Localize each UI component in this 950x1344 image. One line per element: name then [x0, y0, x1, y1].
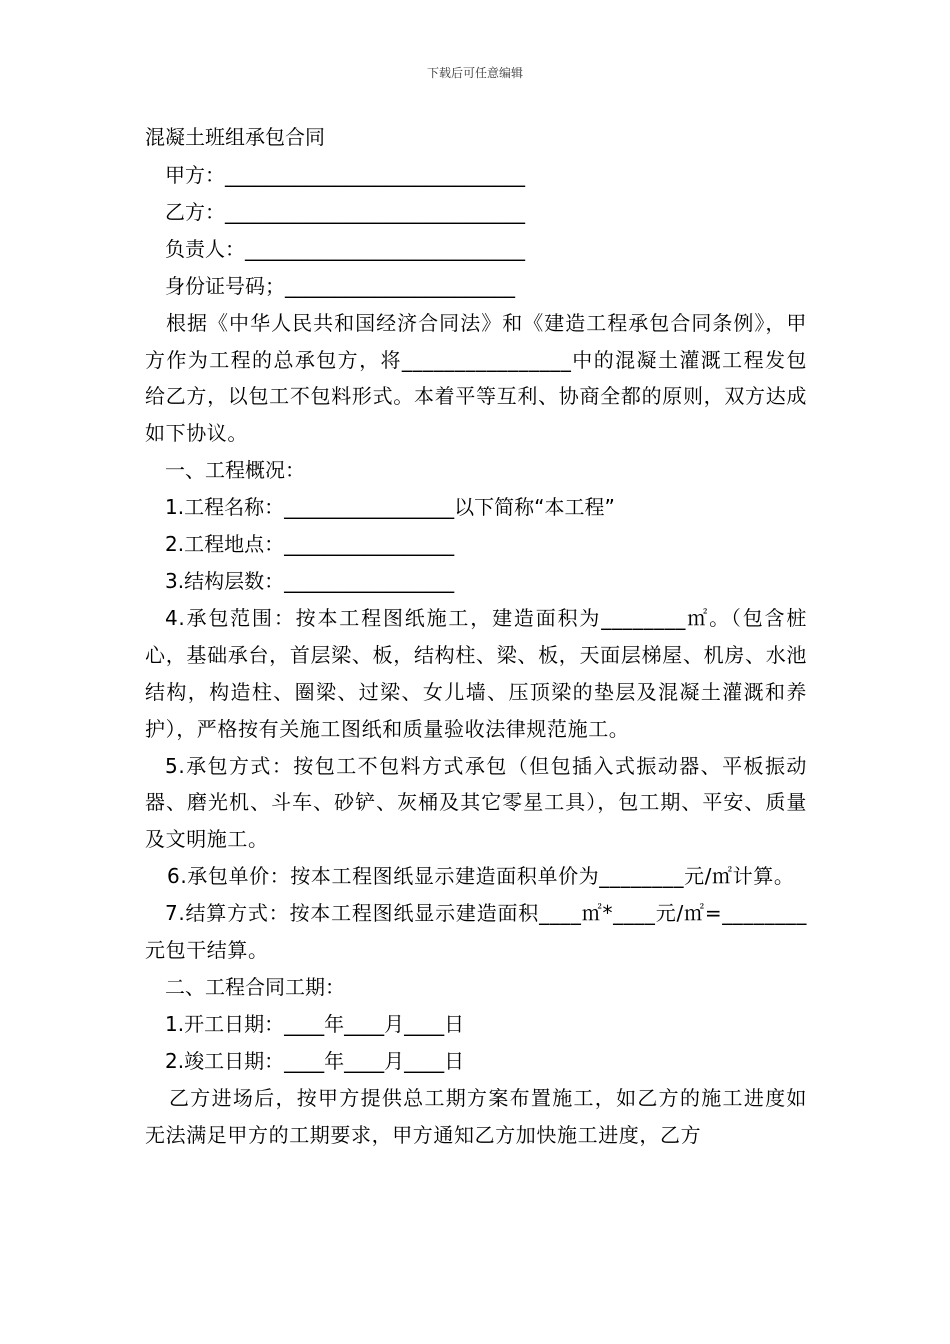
principal-field: 负责人：____________________________	[165, 236, 525, 261]
project-location-item: 2.工程地点：_________________	[165, 532, 455, 557]
contract-body	[145, 121, 807, 1153]
section-heading-overview: 一、工程概况：	[165, 458, 305, 483]
section-heading-schedule: 二、工程合同工期：	[165, 974, 345, 999]
start-date-item: 1.开工日期：____年____月____日	[165, 1011, 465, 1036]
intro-paragraph: 根据《中华人民共和国经济合同法》和《建造工程承包合同条例》，甲方作为工程的总承包方，将________________中的混凝土灌溉工程发包给乙方，以包工不包料形式。本着平等互利、协商全都的原则，双方达成如下协议。	[145, 310, 807, 446]
id-number-field: 身份证号码；_______________________	[165, 273, 515, 298]
party-b-field: 乙方：______________________________	[165, 199, 525, 224]
schedule-paragraph: 乙方进场后，按甲方提供总工期方案布置施工，如乙方的施工进度如无法满足甲方的工期要求，甲方通知乙方加快施工进度，乙方	[145, 1085, 807, 1147]
document-title: 混凝土班组承包合同	[145, 125, 325, 149]
settlement-method-item: 7.结算方式：按本工程图纸显示建造面积____㎡*____元/㎡=________元包干结算。	[145, 901, 807, 963]
project-name-item: 1.工程名称：_________________以下简称“本工程”	[165, 495, 615, 520]
structure-floors-item: 3.结构层数：_________________	[165, 568, 455, 593]
contract-scope-item: 4.承包范围：按本工程图纸施工，建造面积为________㎡。（包含桩心，基础承台，首层梁、板，结构柱、梁、板，天面层梯屋、机房、水池结构，构造柱、圈梁、过梁、女儿墙、压顶梁的垫层及混凝土灌溉和养护），严格按有关施工图纸和质量验收法律规范施工。	[145, 605, 807, 741]
page-header: 下载后可任意编辑	[426, 66, 523, 80]
unit-price-item: 6.承包单价：按本工程图纸显示建造面积单价为________元/㎡计算。	[167, 864, 795, 889]
party-a-field: 甲方：______________________________	[165, 163, 525, 187]
completion-date-item: 2.竣工日期：____年____月____日	[165, 1048, 465, 1073]
contract-method-item: 5.承包方式：按包工不包料方式承包（但包插入式振动器、平板振动器、磨光机、斗车、砂铲、灰桶及其它零星工具），包工期、平安、质量及文明施工。	[145, 753, 807, 852]
